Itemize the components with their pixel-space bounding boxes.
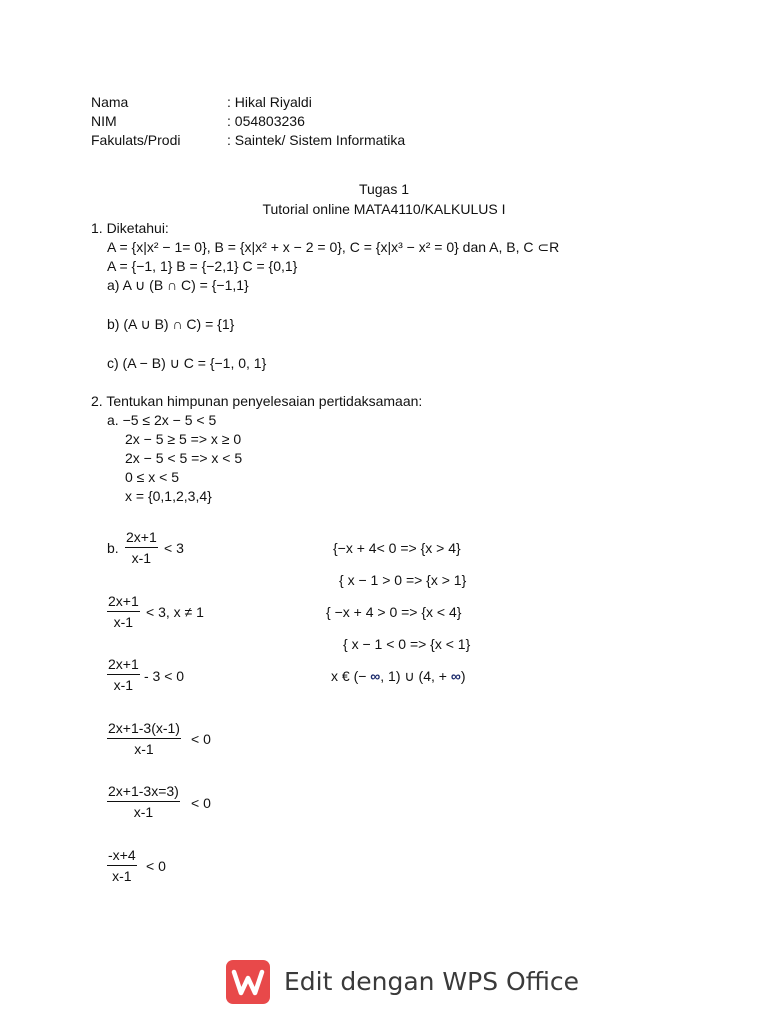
fraction-rhs: < 0	[146, 858, 166, 874]
nim-label: NIM	[91, 113, 117, 129]
case-line: { x − 1 > 0 => {x > 1}	[339, 572, 467, 588]
wps-logo-icon[interactable]	[226, 960, 270, 1004]
fraction-rhs: < 0	[191, 731, 211, 747]
q2a-line: 2x − 5 < 5 => x < 5	[125, 450, 243, 466]
fraction-numerator: 2x+1-3x=3)	[108, 783, 179, 799]
nama-label: Nama	[91, 94, 129, 110]
case-line: { −x + 4 > 0 => {x < 4}	[326, 604, 462, 620]
case-line: { x − 1 < 0 => {x < 1}	[343, 636, 471, 652]
fraction-bar	[107, 865, 137, 866]
infinity-symbol: ∞	[370, 668, 381, 684]
nama-value: : Hikal Riyaldi	[227, 94, 312, 110]
fakultas-value: : Saintek/ Sistem Informatika	[227, 132, 406, 148]
title-line-2: Tutorial online MATA4110/KALKULUS I	[262, 201, 506, 217]
answer-text: )	[460, 668, 466, 684]
fraction-denominator: x-1	[112, 868, 132, 884]
fraction-denominator: x-1	[133, 804, 154, 820]
q2a-line: x = {0,1,2,3,4}	[125, 488, 212, 504]
fraction-denominator: x-1	[131, 550, 152, 566]
fakultas-label: Fakulats/Prodi	[91, 132, 181, 148]
q1-answer-a: a) A ∪ (B ∩ C) = {−1,1}	[107, 277, 249, 293]
fraction	[107, 847, 137, 885]
fraction-numerator: 2x+1	[126, 529, 157, 545]
answer-text: , 1) ∪ (4, +	[380, 668, 451, 684]
fraction-bar	[125, 547, 158, 548]
fraction-rhs: < 3	[164, 540, 184, 556]
fraction-denominator: x-1	[113, 614, 134, 630]
q2a-line: 0 ≤ x < 5	[125, 469, 179, 485]
q1-label: 1. Diketahui:	[91, 220, 169, 236]
fraction-bar	[107, 674, 140, 675]
fraction-numerator: 2x+1-3(x-1)	[108, 720, 180, 736]
fraction-numerator: 2x+1	[108, 656, 139, 672]
q1-values-line: A = {−1, 1} B = {−2,1} C = {0,1}	[107, 258, 298, 274]
fraction	[107, 783, 180, 821]
fraction-rhs: < 3, x ≠ 1	[146, 604, 204, 620]
q1-sets-line: A = {x|x² − 1= 0}, B = {x|x² + x − 2 = 0}, C = {x|x³ − x² = 0} dan A, B, C ⊂R	[107, 239, 560, 255]
title-line-1: Tugas 1	[358, 181, 410, 197]
fraction	[107, 593, 140, 631]
fraction	[107, 656, 140, 694]
fraction-rhs: - 3 < 0	[144, 668, 185, 684]
fraction-numerator: -x+4	[108, 847, 136, 863]
q2b-prefix: b.	[107, 540, 119, 556]
wps-edit-link[interactable]: Edit dengan WPS Office	[284, 967, 580, 996]
fraction-rhs: < 0	[191, 795, 211, 811]
fraction-numerator: 2x+1	[108, 593, 139, 609]
fraction-bar	[107, 801, 180, 802]
fraction-denominator: x-1	[113, 677, 134, 693]
fraction	[125, 529, 158, 567]
q1-answer-b: b) (A ∪ B) ∩ C) = {1}	[107, 316, 235, 332]
fraction-bar	[107, 611, 140, 612]
q2-label: 2. Tentukan himpunan penyelesaian pertidaksamaan:	[91, 393, 423, 409]
infinity-symbol: ∞	[450, 668, 461, 684]
case-line: {−x + 4< 0 => {x > 4}	[333, 540, 461, 556]
q2a-line: 2x − 5 ≥ 5 => x ≥ 0	[125, 431, 242, 447]
q1-answer-c: c) (A − B) ∪ C = {−1, 0, 1}	[107, 355, 267, 371]
answer-text: x € (−	[331, 668, 371, 684]
final-answer	[331, 667, 465, 686]
fraction	[107, 720, 181, 758]
fraction-denominator: x-1	[134, 741, 154, 757]
nim-value: : 054803236	[227, 113, 305, 129]
fraction-bar	[107, 738, 181, 739]
q2a-line: a. −5 ≤ 2x − 5 < 5	[107, 412, 217, 428]
